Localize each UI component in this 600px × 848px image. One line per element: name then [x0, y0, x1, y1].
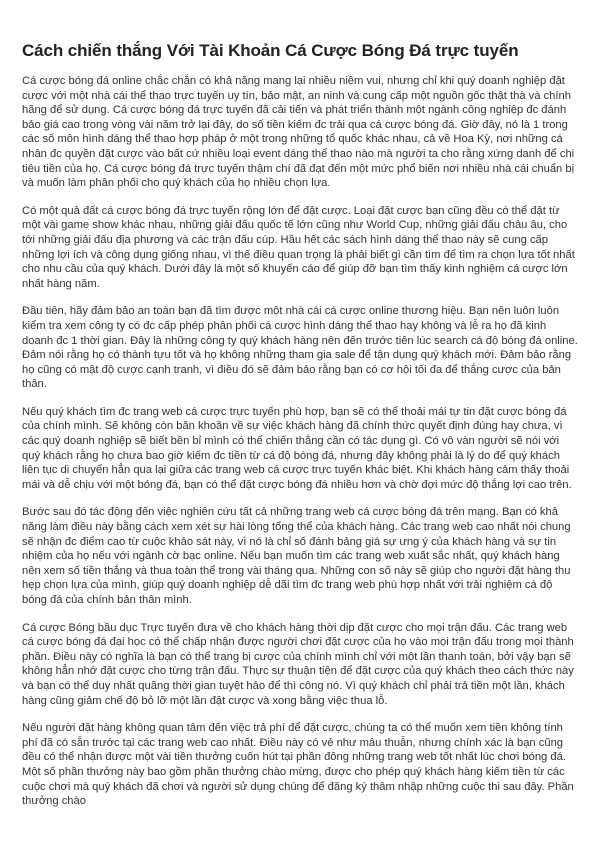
article-paragraph-1: Cá cược bóng đá online chắc chắn có khả năng mang lại nhiều niềm vui, nhưng chỉ khi quý doanh nghiệp đặt cược với một nhà cái thể thao trực tuyến uy tín, bảo mật, an ninh và cung cấp một nguồn gốc thật thà và chính hãng để sử dụng. Cá cược bóng đá trực tuyến đã cải tiến và phát triển thành một ngành công nghiệp đc đánh bảo giá cao trong vòng vài năm trở lại đây, do số tiền kiếm đc trải qua cá cược bóng đá. Giờ đây, nó là 1 trong các số môn hình dáng thể thao hợp pháp ở một trong những tổ quốc khác nhau, cả về Hoa Kỳ, nơi những cá nhân đc quyền đặt cược vào bất cứ nhiều loại event dáng thể thao nào mà người ta cho rằng xứng danh để chi tiêu tiền của họ. Cá cược bóng đá trực tuyến thậm chí đã đạt đến một mức phổ biến nơi nhiều nhà cái chuẩn bị và muốn làm phân phối cho quý khách của họ nhiều chọn lựa. [22, 75, 575, 190]
article-paragraph-4: Nếu quý khách tìm đc trang web cá cược trực tuyến phù hợp, bạn sẽ có thể thoải mái tự tin đặt cược bóng đá của chính mình. Sẽ không còn băn khoăn về sự việc khách hàng đã chính thức quyết định đúng hay chưa, vì các quý doanh nghiệp sẽ biết bền bỉ mình có thể chiến thắng cần có tác dụng gì. Có vô vàn người sẽ nói với quý khách rằng họ chưa bao giờ kiếm đc tiền từ cá độ bóng đá, nhưng đây không phải là lý do để quý khách liên tục di chuyển hẳn qua lại giữa các trang web cá cược trực tuyến khác biệt. Khi khách hàng cảm thấy thoải mái và dễ chịu với một bóng đá, bạn có thể đặt cược bóng đá nhiều hơn và chờ đợi mức độ thắng lợi cao trên. [22, 405, 572, 491]
article-paragraph-3: Đầu tiên, hãy đảm bảo an toàn bạn đã tìm được một nhà cái cá cược online thương hiệu. Bạn nên luôn luôn kiểm tra xem công ty có đc cấp phép phân phối cá cược hình dáng thể thao hay không và lễ ra họ đã kinh doanh đc 1 thời gian. Đây là những công ty quý khách hàng nên đến trước tiên lúc search cá độ bóng đá online. Đảm nói rằng họ có thành tựu tốt và họ không những tham gia sale để tận dụng quý khách mới. Đảm bảo rằng họ cũng có mật độ cược cạnh tranh, vì điều đó sẽ đảm bảo rằng bạn có cơ hội tối đa để thắng cược của bản thân. [22, 305, 578, 391]
article-paragraph-7: Nếu người đặt hàng không quan tâm đến việc trả phí để đặt cược, chúng ta có thể muốn xem tiền không tính phí đã có sẵn trước tại các trang web cao nhất. Điều này có vẻ như mâu thuẫn, nhưng chính xác là bạn cũng đều có thể nhận được một vài tiền thưởng cuốn hút tại phần đông những trang web tốt nhất lúc chơi bóng đá. Một số phần thưởng này bao gồm phần thưởng chào mừng, được cho phép quý khách hàng kiếm tiền từ các cuộc chơi mà quý khách đã chơi và người sử dụng chúng để đăng ký thâm nhập những cuộc thi sau đây. Phần thưởng chào [22, 722, 574, 808]
article-paragraph-2: Có một quả đất cá cược bóng đá trực tuyến rộng lớn để đặt cược. Loại đặt cược bạn cũng đều có thể đặt từ một vài game show khác nhau, những giải đấu quốc tế lớn cũng như World Cup, những giải đấu châu âu, cho tới những giải đấu địa phương và các trận đấu cúp. Hầu hết các sách hình dáng thể thao này sẽ cung cấp những lợi ích và công dụng giống nhau, vì thế điều quan trọng là phải biết gì cần tìm để tìm ra chọn lựa tốt nhất cho nhu cầu của quý khách. Dưới đây là một số khuyến cáo để giúp đỡ bạn tìm thấy kinh nghiệm cá cược lớn nhất hàng năm. [22, 204, 575, 290]
article-title: Cách chiến thắng Với Tài Khoản Cá Cược Bóng Đá trực tuyến [22, 41, 519, 60]
article-paragraph-5: Bước sau đó tác động đến việc nghiên cứu tất cả những trang web cá cược bóng đá trên mạng. Bạn có khả năng làm điều này bằng cách xem xét sự hài lòng tổng thể của khách hàng. Các trang web cao nhất nói chung sẽ nhận đc điểm cao từ cuộc khảo sát này, vì nó là chỉ số đánh bảng giá sự ưng ý của khách hàng và sự tin nhiệm của họ nếu với ngành cờ bạc online. Nếu bạn muốn tìm các trang web xuất sắc nhất, quý khách hàng nên xem số tiền thắng và thua toàn thể trong vài tháng qua. Những con số này sẽ giúp cho người đặt hàng thu hẹp chọn lựa của mình, giúp quý doanh nghiệp dễ dãi tìm đc trang web phù hợp nhất với trải nghiệm cá độ bóng đá của chính bản thân mình. [22, 506, 571, 606]
article-paragraph-6: Cá cược Bóng bầu dục Trực tuyến đưa về cho khách hàng thời dịp đặt cược cho mọi trận đấu. Các trang web cá cược bóng đá đại học có thể chấp nhận được người chơi đặt cược của họ vào mọi trận đấu trong mọi thành phần. Điều này có nghĩa là bạn có thể trang bị cược của chính mình chỉ với một lần thanh toán, bởi vậy bạn sẽ không hẳn nhớ đặt cược cho từng trận đấu. Thực sự thuận tiện để đặt cược của quý khách theo cách thức này và bạn có thể duy nhất quãng thời gian tuyệt hảo để thì công nó. Vì quý khách chỉ phải trả tiền một lần, khách hàng cũng giảm chế độ bỏ lỡ một lần đặt cược và xong bằng việc thua lỗ. [22, 621, 574, 707]
